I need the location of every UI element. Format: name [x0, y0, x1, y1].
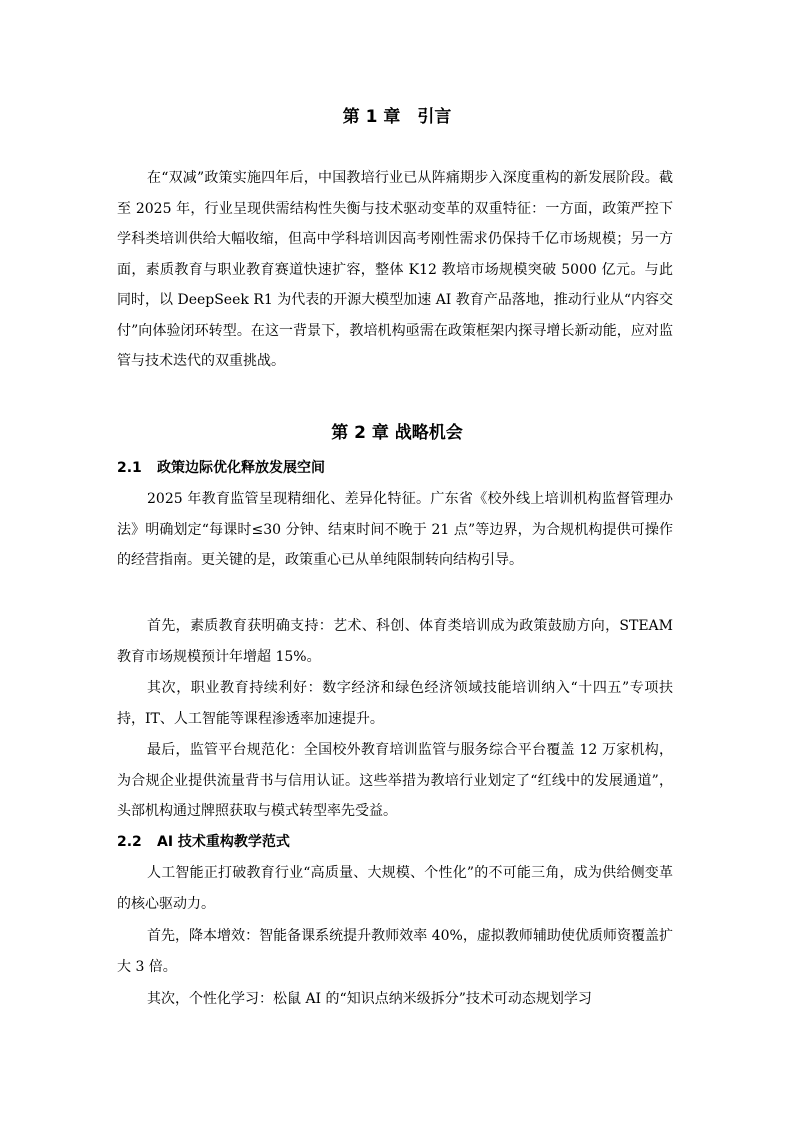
section-2-1-number: 2.1 [117, 460, 142, 476]
chapter-2-title: 第 2 章 战略机会 [331, 423, 463, 443]
section-2-1-paragraph-1: 2025 年教育监管呈现精细化、差异化特征。广东省《校外线上培训机构监督管理办法》明确划定“每课时≤30 分钟、结束时间不晚于 21 点”等边界，为合规机构提供可操作的经营指南。更关键的是，政策重心已从单纯限制转向结构引导。 [117, 491, 673, 568]
section-2-1-paragraph-4: 最后，监管平台规范化：全国校外教育培训监管与服务综合平台覆盖 12 万家机构，为合规企业提供流量背书与信用认证。这些举措为教培行业划定了“红线中的发展通道”，头部机构通过牌照获取与模式转型率先受益。 [117, 742, 673, 819]
section-2-1-title: 政策边际优化释放发展空间 [157, 460, 325, 476]
section-2-1-paragraph-2: 首先，素质教育获明确支持：艺术、科创、体育类培训成为政策鼓励方向，STEAM 教育市场规模预计年增超 15%。 [117, 618, 673, 665]
section-2-1-heading [117, 458, 677, 478]
chapter-1-paragraph: 在“双减”政策实施四年后，中国教培行业已从阵痛期步入深度重构的新发展阶段。截至 2025 年，行业呈现供需结构性失衡与技术驱动变革的双重特征：一方面，政策严控下学科类培训供给大幅收缩，但高中学科培训因高考刚性需求仍保持千亿市场规模；另一方面，素质教育与职业教育赛道快速扩容，整体 K12 教培市场规模突破 5000 亿元。与此同时，以 DeepSeek R1 为代表的开源大模型加速 AI 教育产品落地，推动行业从“内容交付”向体验闭环转型。在这一背景下，教培机构亟需在政策框架内探寻增长新动能，应对监管与技术迭代的双重挑战。 [117, 170, 673, 369]
section-2-2-paragraph-3: 其次，个性化学习：松鼠 AI 的“知识点纳米级拆分”技术可动态规划学习 [147, 991, 592, 1007]
section-2-1-paragraph-3: 其次，职业教育持续利好：数字经济和绿色经济领域技能培训纳入“十四五”专项扶持，IT、人工智能等课程渗透率加速提升。 [117, 680, 673, 727]
section-2-2-heading [117, 832, 677, 852]
section-2-2-title: AI 技术重构教学范式 [157, 834, 290, 850]
section-2-2-paragraph-1: 人工智能正打破教育行业“高质量、大规模、个性化”的不可能三角，成为供给侧变革的核心驱动力。 [117, 865, 673, 912]
section-2-2-number: 2.2 [117, 834, 142, 850]
section-2-2-paragraph-2: 首先，降本增效：智能备课系统提升教师效率 40%，虚拟教师辅助使优质师资覆盖扩大 3 倍。 [117, 928, 673, 975]
chapter-1-title: 第 1 章 引言 [342, 107, 452, 127]
